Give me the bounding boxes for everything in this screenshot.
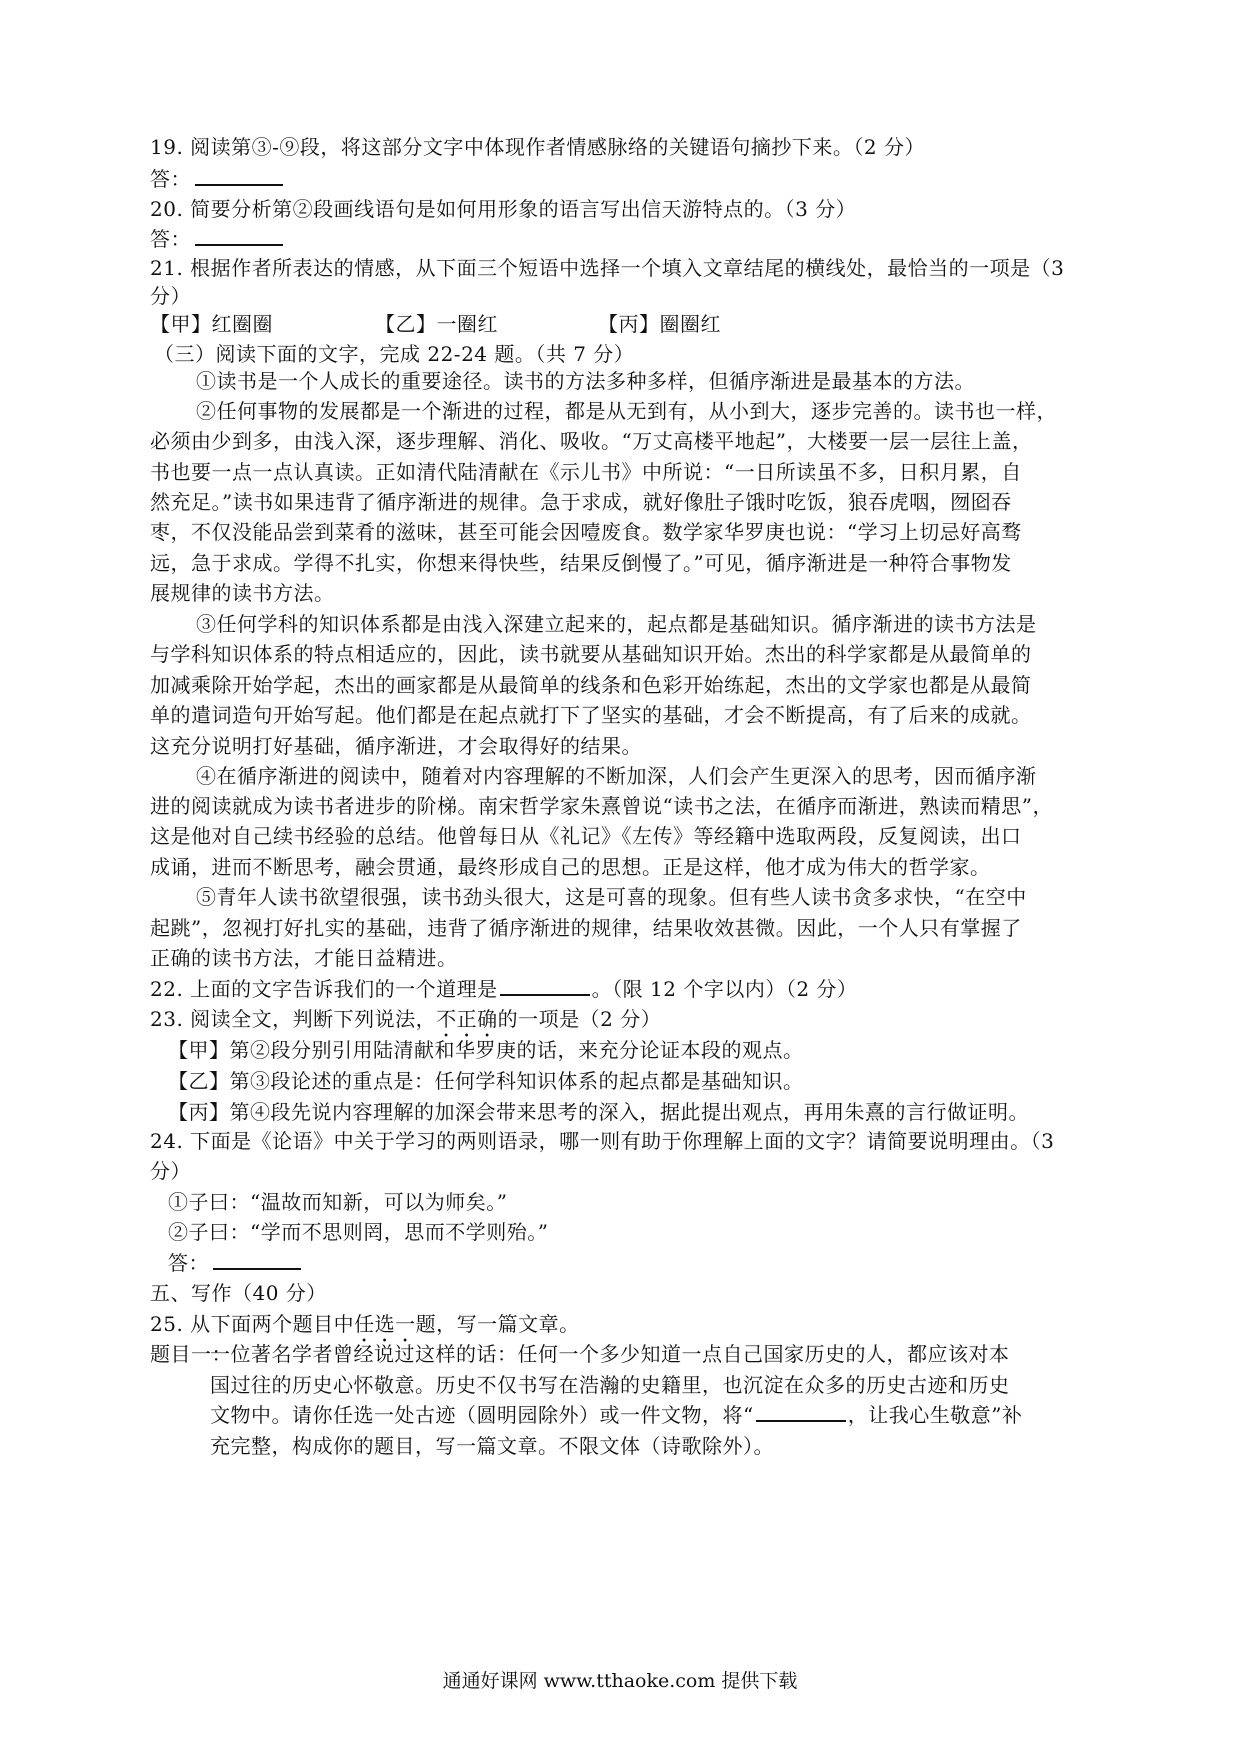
topic-1-line: 充完整，构成你的题目，写一篇文章。不限文体（诗歌除外）。	[210, 1434, 774, 1458]
option-jia[interactable]: 【甲】第②段分别引用陆清献和华罗庚的话，来充分论证本段的观点。	[168, 1038, 804, 1062]
question-24-line2: 分）	[150, 1159, 191, 1183]
section-3-heading: （三）阅读下面的文字，完成 22-24 题。（共 7 分）	[154, 342, 635, 366]
paragraph-3-line: 单的遣词造句开始写起。他们都是在起点就打下了坚实的基础，才会不断提高，有了后来的成就。	[150, 703, 1032, 727]
paragraph-1: ①读书是一个人成长的重要途径。读书的方法多种多样，但循序渐进是最基本的方法。	[196, 369, 975, 393]
question-20: 20. 简要分析第②段画线语句是如何用形象的语言写出信天游特点的。（3 分）	[150, 197, 857, 221]
option-bing[interactable]: 【丙】圈圈红	[598, 312, 721, 336]
quote-1: ①子曰：“温故而知新，可以为师矣。”	[168, 1190, 508, 1214]
topic-1-line: 国过往的历史心怀敬意。历史不仅书写在浩瀚的史籍里，也沉淀在众多的历史古迹和历史	[210, 1373, 1010, 1397]
option-jia[interactable]: 【甲】红圈圈	[150, 312, 273, 336]
option-yi[interactable]: 【乙】一圈红	[375, 312, 498, 336]
paragraph-3-line: 加减乘除开始学起，杰出的画家都是从最简单的线条和色彩开始练起，杰出的文学家也都是从最简	[150, 673, 1032, 697]
paragraph-2: ②任何事物的发展都是一个渐进的过程，都是从无到有，从小到大，逐步完善的。读书也一样，	[196, 399, 1057, 423]
topic-1-text: ，让我心生敬意”补	[847, 1403, 1023, 1427]
answer-label: 答：	[150, 167, 191, 191]
question-19: 19. 阅读第③-⑨段，将这部分文字中体现作者情感脉络的关键语句摘抄下来。（2 分）	[150, 135, 926, 159]
emphasis-text: 不正确	[436, 1007, 498, 1031]
answer-blank[interactable]	[195, 226, 283, 246]
quote-2: ②子曰：“学而不思则罔，思而不学则殆。”	[168, 1220, 549, 1244]
answer-24	[168, 1250, 301, 1276]
paragraph-2-line: 远，急于求成。学得不扎实，你想来得快些，结果反倒慢了。”可见，循序渐进是一种符合事物发	[150, 551, 1012, 575]
question-25-text: 25. 从下面两个题目中	[150, 1312, 355, 1336]
topic-1-text: 文物中。请你任选一处古迹（圆明园除外）或一件文物，将“	[210, 1403, 754, 1427]
topic-1-label: 题目一：	[150, 1342, 232, 1366]
paragraph-4-line: 这是他对自己续书经验的总结。他曾每日从《礼记》《左传》等经籍中选取两段，反复阅读，出口	[150, 824, 1022, 848]
topic-1-line	[210, 1402, 1022, 1428]
question-21-line1: 21. 根据作者所表达的情感，从下面三个短语中选择一个填入文章结尾的横线处，最恰当的一项是（3	[150, 256, 1065, 280]
answer-label: 答：	[150, 227, 191, 251]
paragraph-2-line: 展规律的读书方法。	[150, 581, 335, 605]
paragraph-2-line: 然充足。”读书如果违背了循序渐进的规律。急于求成，就好像肚子饿时吃饭，狼吞虎咽，囫囵吞	[150, 490, 1012, 514]
answer-19	[150, 166, 283, 192]
answer-blank[interactable]	[195, 166, 283, 186]
paragraph-4: ④在循序渐进的阅读中，随着对内容理解的不断加深，人们会产生更深入的思考，因而循序渐	[196, 764, 1037, 788]
question-22-suffix: 。（限 12 个字以内）（2 分）	[591, 977, 858, 1001]
paragraph-4-line: 进的阅读就成为读书者进步的阶梯。南宋哲学家朱熹曾说“读书之法，在循序而渐进，熟读而精思”，	[150, 794, 1053, 818]
answer-blank[interactable]	[500, 976, 590, 996]
section-5-heading: 五、写作（40 分）	[150, 1281, 327, 1305]
option-yi[interactable]: 【乙】第③段论述的重点是：任何学科知识体系的起点都是基础知识。	[168, 1069, 804, 1093]
paragraph-5-line: 正确的读书方法，才能日益精进。	[150, 946, 458, 970]
page-footer: 通通好课网 www.tthaoke.com 提供下载	[442, 1670, 798, 1692]
topic-1-line: 一位著名学者曾经说过这样的话：任何一个多少知道一点自己国家历史的人，都应该对本	[210, 1342, 1010, 1366]
question-23-text: 23. 阅读全文，判断下列说法，	[150, 1007, 437, 1031]
question-22-text: 22. 上面的文字告诉我们的一个道理是	[150, 977, 498, 1001]
paragraph-3: ③任何学科的知识体系都是由浅入深建立起来的，起点都是基础知识。循序渐进的读书方法是	[196, 612, 1037, 636]
paragraph-5-line: 起跳”，忽视打好扎实的基础，违背了循序渐进的规律，结果收效甚微。因此，一个人只有掌握了	[150, 916, 1022, 940]
answer-label: 答：	[168, 1251, 209, 1275]
emphasis-text: 任选一	[354, 1312, 416, 1336]
question-23-suffix: 的一项是（2 分）	[497, 1007, 662, 1031]
paragraph-2-line: 书也要一点一点认真读。正如清代陆清献在《示儿书》中所说：“一日所读虽不多，日积月累，自	[150, 460, 1022, 484]
question-21-line2: 分）	[150, 284, 191, 308]
paragraph-3-line: 与学科知识体系的特点相适应的，因此，读书就要从基础知识开始。杰出的科学家都是从最简单的	[150, 642, 1032, 666]
paragraph-5: ⑤青年人读书欲望很强，读书劲头很大，这是可喜的现象。但有些人读书贪多求快，“在空中	[196, 885, 1027, 909]
paragraph-2-line: 枣，不仅没能品尝到菜肴的滋味，甚至可能会因噎废食。数学家华罗庚也说：“学习上切忌好高骛	[150, 520, 1022, 544]
option-bing[interactable]: 【丙】第④段先说内容理解的加深会带来思考的深入，据此提出观点，再用朱熹的言行做证明。	[168, 1100, 1029, 1124]
paragraph-2-line: 必须由少到多，由浅入深，逐步理解、消化、吸收。“万丈高楼平地起”，大楼要一层一层往上盖，	[150, 429, 1033, 453]
answer-blank[interactable]	[756, 1402, 846, 1422]
question-22	[150, 976, 857, 1002]
paragraph-4-line: 成诵，进而不断思考，融会贯通，最终形成自己的思想。正是这样，他才成为伟大的哲学家。	[150, 855, 991, 879]
answer-blank[interactable]	[213, 1250, 301, 1270]
question-24-line1: 24. 下面是《论语》中关于学习的两则语录，哪一则有助于你理解上面的文字？请简要说明理由。（3	[150, 1129, 1055, 1153]
answer-20	[150, 226, 283, 252]
question-21-options	[150, 311, 721, 337]
paragraph-3-line: 这充分说明打好基础，循序渐进，才会取得好的结果。	[150, 734, 642, 758]
question-25-suffix: 题，写一篇文章。	[415, 1312, 580, 1336]
